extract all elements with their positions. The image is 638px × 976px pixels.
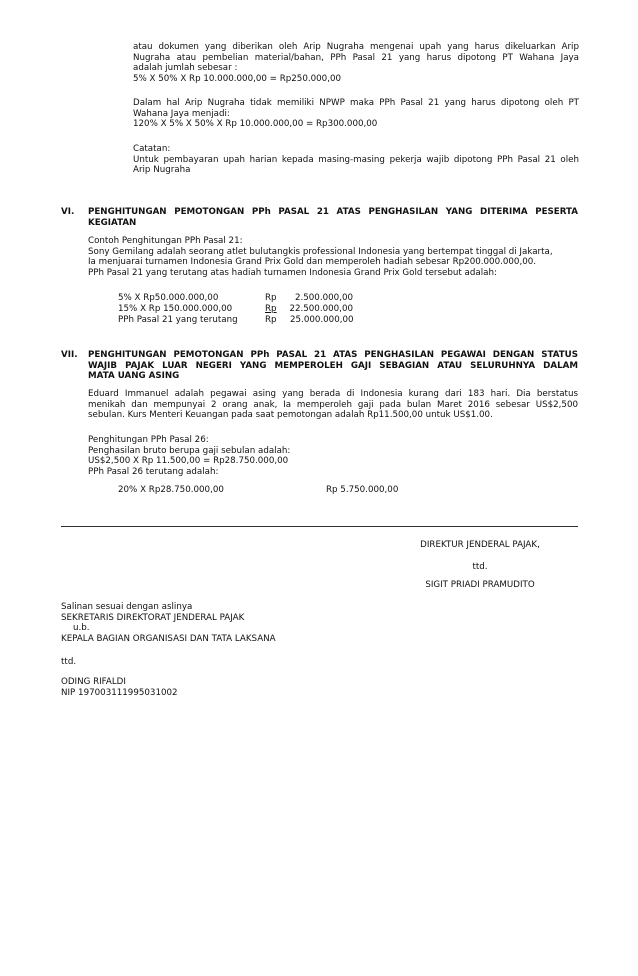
copy-line: Salinan sesuai dengan aslinya	[61, 602, 193, 612]
copy-authentication	[61, 602, 361, 644]
section-6-calc-label-2: 15% X Rp 150.000.000,00	[118, 304, 233, 314]
section-6-calc-amount-2: 22.500.000,00	[289, 304, 353, 314]
copy-officer	[61, 677, 361, 698]
section-6-body	[88, 236, 578, 278]
section-7-line: sebulan. Kurs Menteri Keuangan pada saat pemotongan adalah Rp11.500,00 untuk US$1.00.	[88, 410, 493, 421]
copy-line: u.b.	[73, 623, 90, 634]
signature-title: DIREKTUR JENDERAL PAJAK,	[420, 540, 540, 550]
section-6-calc-amount-3: 25.000.000,00	[290, 315, 354, 325]
section-7-final-amount: Rp 5.750.000,00	[326, 485, 399, 495]
section-7-calc-line: Penghasilan bruto berupa gaji sebulan adalah:	[88, 445, 291, 456]
npwp-calculation: 120% X 5% X 50% X Rp 10.000.000,00 = Rp300.000,00	[133, 119, 378, 130]
section-6-calc-currency-3: Rp	[265, 315, 277, 325]
npwp-line: Dalam hal Arip Nugraha tidak memiliki NPWP maka PPh Pasal 21 yang harus dipotong oleh PT	[133, 98, 579, 108]
section-7-line: menikah dan mempunyai 2 orang anak, Ia memperoleh gaji pada bulan Maret 2016 sebesar US$2,500	[88, 399, 578, 410]
intro-line: adalah jumlah sebesar :	[133, 63, 238, 74]
note-heading: Catatan:	[133, 144, 171, 154]
section-6-line: PPh Pasal 21 yang terutang atas hadiah turnamen Indonesia Grand Prix Gold tersebut adalah:	[88, 267, 497, 278]
note-line: Untuk pembayaran upah harian kepada masing-masing pekerja wajib dipotong PPh Pasal 21 oleh	[133, 154, 579, 165]
signature-name: SIGIT PRIADI PRAMUDITO	[425, 580, 535, 590]
intro-paragraph	[133, 42, 579, 84]
intro-calculation: 5% X 50% X Rp 10.000.000,00 = Rp250.000,00	[133, 73, 342, 84]
intro-line: Nugraha atau pembelian material/bahan, PPh Pasal 21 yang harus dipotong PT Wahana Jaya	[133, 52, 579, 63]
section-6-calc-amount-1: 2.500.000,00	[294, 293, 353, 303]
note-paragraph	[133, 144, 579, 176]
section-7-title: PENGHITUNGAN PEMOTONGAN PPh PASAL 21 ATAS PENGHASILAN PEGAWAI DENGAN STATUS WAJIB PAJAK LUAR NEGERI YANG MEMPEROLEH GAJI SEBAGIAN ATAU SELURUHNYA DALAM MATA UANG ASING	[88, 350, 578, 382]
section-7-calc-line: PPh Pasal 26 terutang adalah:	[88, 466, 219, 477]
copy-officer-nip: NIP 197003111995031002	[61, 687, 178, 698]
copy-line: KEPALA BAGIAN ORGANISASI DAN TATA LAKSANA	[61, 633, 276, 644]
divider-line	[61, 526, 578, 527]
section-7-body	[88, 389, 578, 421]
npwp-line: Wahana Jaya menjadi:	[133, 108, 230, 119]
copy-ttd: ttd.	[61, 657, 77, 667]
section-7-calc-line: US$2,500 X Rp 11.500,00 = Rp28.750.000,00	[88, 456, 289, 467]
section-6-calc-label-3: PPh Pasal 21 yang terutang	[118, 315, 238, 325]
npwp-paragraph	[133, 98, 579, 130]
intro-line: atau dokumen yang diberikan oleh Arip Nugraha mengenai upah yang harus dikeluarkan Arip	[133, 42, 579, 52]
copy-officer-name: ODING RIFALDI	[61, 677, 126, 687]
section-6-calc-label-1: 5% X Rp50.000.000,00	[118, 293, 219, 303]
section-6-calc-currency-2: Rp	[265, 304, 277, 314]
section-6-line: Contoh Penghitungan PPh Pasal 21:	[88, 236, 243, 246]
note-line: Arip Nugraha	[133, 165, 191, 176]
signature-ttd: ttd.	[472, 562, 488, 572]
section-7-final-label: 20% X Rp28.750.000,00	[118, 485, 224, 495]
section-6-title: PENGHITUNGAN PEMOTONGAN PPh PASAL 21 ATAS PENGHASILAN YANG DITERIMA PESERTA KEGIATAN	[88, 207, 578, 228]
section-7-calculation	[88, 435, 578, 477]
section-6-calc-currency-1: Rp	[265, 293, 277, 303]
section-6-calc-underlined-row	[265, 304, 353, 314]
section-7-calc-line: Penghitungan PPh Pasal 26:	[88, 435, 209, 445]
section-7-line: Eduard Immanuel adalah pegawai asing yang berada di Indonesia kurang dari 183 hari. Dia berstatus	[88, 389, 578, 399]
section-6-line: Sony Gemilang adalah seorang atlet bulutangkis professional Indonesia yang bertempat tinggal di Jakarta,	[88, 246, 553, 257]
section-6-line: Ia menjuarai turnamen Indonesia Grand Prix Gold dan memperoleh hadiah sebesar Rp200.000.000,00.	[88, 257, 537, 268]
copy-line: SEKRETARIS DIREKTORAT JENDERAL PAJAK	[61, 612, 245, 623]
section-7-number: VII.	[61, 350, 78, 360]
section-6-number: VI.	[61, 207, 75, 217]
